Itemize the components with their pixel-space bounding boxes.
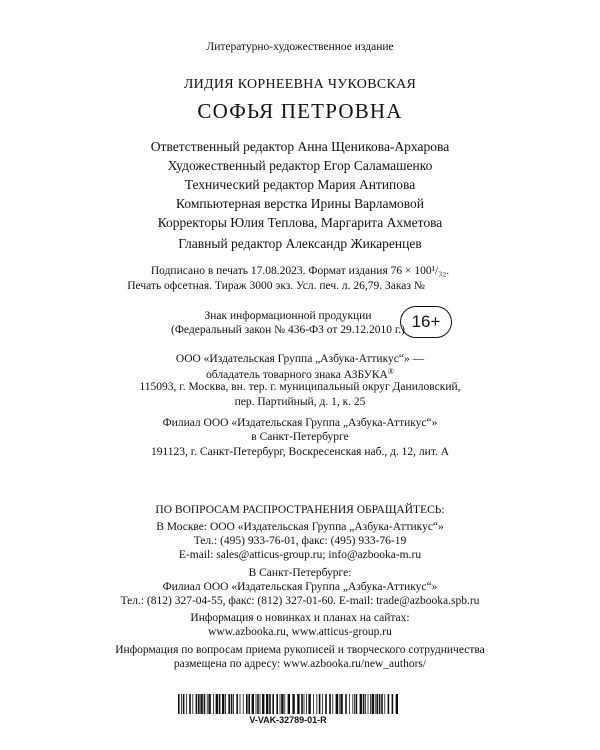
barcode-bar [252,694,254,714]
barcode-bar [392,694,394,714]
barcode-bar [322,694,323,714]
barcode-bar [396,694,398,714]
barcode-bar [349,694,350,714]
barcode-bar [375,694,376,714]
branch-address: 191123, г. Санкт-Петербург, Воскресенская наб., д. 12, лит. А [150,446,450,458]
publisher-name: ООО «Издательская Группа „Азбука-Аттикус“» — [175,353,425,365]
barcode-bar [354,694,355,714]
barcode-bar [204,694,206,714]
book-title: СОФЬЯ ПЕТРОВНА [197,99,403,123]
credit-line: Технический редактор Мария Антипова [184,177,416,192]
barcode-bar [379,694,381,714]
print-run: Печать офсетная. Тираж 3000 экз. Усл. печ. л. 26,79. Заказ № [127,280,425,292]
barcode-bar [352,694,353,714]
barcode-bar [200,694,202,714]
barcode-bar [365,694,366,714]
barcode-bar [216,694,218,714]
news-info: Информация о новинках и планах на сайтах: [190,612,410,624]
age-rating-badge: 16+ [400,306,452,338]
edition-type: Литературно-художественное издание [206,41,394,53]
barcode-bar [257,694,259,714]
barcode-bar [301,694,303,714]
age-mark-label: Знак информационной продукции [204,310,372,322]
barcode-bar [231,694,233,714]
barcode-bar [360,694,362,714]
barcode-bar [269,694,271,714]
barcode-bar [248,694,250,714]
barcode-bar [345,694,347,714]
barcode [178,694,398,714]
barcode-bar [306,694,307,714]
author-name: ЛИДИЯ КОРНЕЕВНА ЧУКОВСКАЯ [183,77,417,92]
barcode-bar [388,694,390,714]
barcode-bar [336,694,338,714]
barcode-bar [363,694,365,714]
barcode-bar [368,694,369,714]
print-format-fraction: ¹/₃₂. [431,265,450,277]
spb-distributor: Филиал ООО «Издательская Группа „Азбука-Аттикус“» [162,581,438,593]
barcode-bar [178,694,180,714]
credit-line: Корректоры Юлия Теплова, Маргарита Ахметова [157,215,443,230]
registered-mark: ® [387,367,394,376]
barcode-bar [276,694,278,714]
print-info-line2 [0,281,600,293]
spb-label: В Санкт-Петербурге: [248,567,352,579]
chief-editor: Главный редактор Александр Жикаренцев [178,236,422,251]
barcode-bar [319,694,321,714]
barcode-bar [189,694,191,714]
spb-contacts: Тел.: (812) 327-04-55, факс: (812) 327-01-60. E-mail: trade@azbooka.spb.ru [120,595,480,607]
credit-line: Ответственный редактор Анна Щеникова-Архарова [150,139,450,154]
barcode-bar [384,694,385,714]
barcode-bar [376,694,378,714]
barcode-bar [196,694,198,714]
barcode-bar [225,694,226,714]
print-info-line1 [0,266,600,278]
barcode-bar [222,694,224,714]
barcode-code: V-VAK-32789-01-R [249,715,327,725]
barcode-bar [183,694,185,714]
barcode-bar [281,694,283,714]
barcode-bar [262,694,264,714]
barcode-bar [339,694,340,714]
barcode-bar [308,694,310,714]
barcode-bar [297,694,299,714]
barcode-bar [186,694,187,714]
barcode-bar [181,694,182,714]
barcode-bar [240,694,241,714]
distribution-heading: ПО ВОПРОСАМ РАСПРОСТРАНЕНИЯ ОБРАЩАЙТЕСЬ: [155,504,445,516]
publisher-address: 115093, г. Москва, вн. тер. г. муниципальный округ Даниловский, [139,381,461,393]
barcode-bar [260,694,261,714]
barcode-bar [372,694,374,714]
manuscripts-url: размещена по адресу: www.azbooka.ru/new_authors/ [173,658,427,670]
barcode-bar [340,694,342,714]
barcode-bar [207,694,208,714]
trademark-name: АЗБУКА [343,369,388,381]
barcode-bar [356,694,358,714]
barcode-bar [256,694,257,714]
barcode-bar [228,694,230,714]
barcode-bar [192,694,193,714]
barcode-bar [316,694,317,714]
barcode-bar [280,694,281,714]
barcode-bar [246,694,248,714]
credit-line: Компьютерная верстка Ирины Варламовой [176,196,424,211]
branch-city: в Санкт-Петербурге [251,431,349,443]
publisher-trademark [0,368,600,382]
age-mark-law: (Федеральный закон № 436-ФЗ от 29.12.2010 г.) [171,324,405,336]
barcode-bar [233,694,234,714]
barcode-bar [292,694,294,714]
credit-line: Художественный редактор Егор Саламашенко [167,158,433,173]
trademark-prefix: обладатель товарного знака [206,369,344,381]
barcode-bar [243,694,244,714]
barcode-bar [219,694,221,714]
barcode-bar [329,694,331,714]
moscow-email: E-mail: sales@atticus-group.ru; info@azbooka-m.ru [178,549,422,561]
print-format: Подписано в печать 17.08.2023. Формат издания 76 × 100 [150,265,432,277]
news-sites: www.azbooka.ru, www.atticus-group.ru [208,626,392,638]
barcode-bar [272,694,274,714]
barcode-bar [198,694,200,714]
branch-name: Филиал ООО «Издательская Группа „Азбука-Аттикус“» [162,417,438,429]
barcode-bar [370,694,371,714]
manuscripts-info: Информация по вопросам приема рукописей и творческого сотрудничества [115,644,485,656]
barcode-bar [304,694,305,714]
barcode-bar [213,694,214,714]
barcode-bar [381,694,383,714]
barcode-bar [208,694,210,714]
barcode-bar [236,694,238,714]
barcode-bar [313,694,314,714]
barcode-bar [266,694,268,714]
moscow-phone: Тел.: (495) 933-76-01, факс: (495) 933-76-19 [193,535,407,547]
barcode-bar [284,694,285,714]
barcode-bar [288,694,290,714]
publisher-address-2: пер. Партийный, д. 1, к. 25 [234,396,366,408]
moscow-distributor: В Москве: ООО «Издательская Группа „Азбука-Аттикус“» [156,521,444,533]
barcode-bar [332,694,333,714]
barcode-bar [325,694,327,714]
